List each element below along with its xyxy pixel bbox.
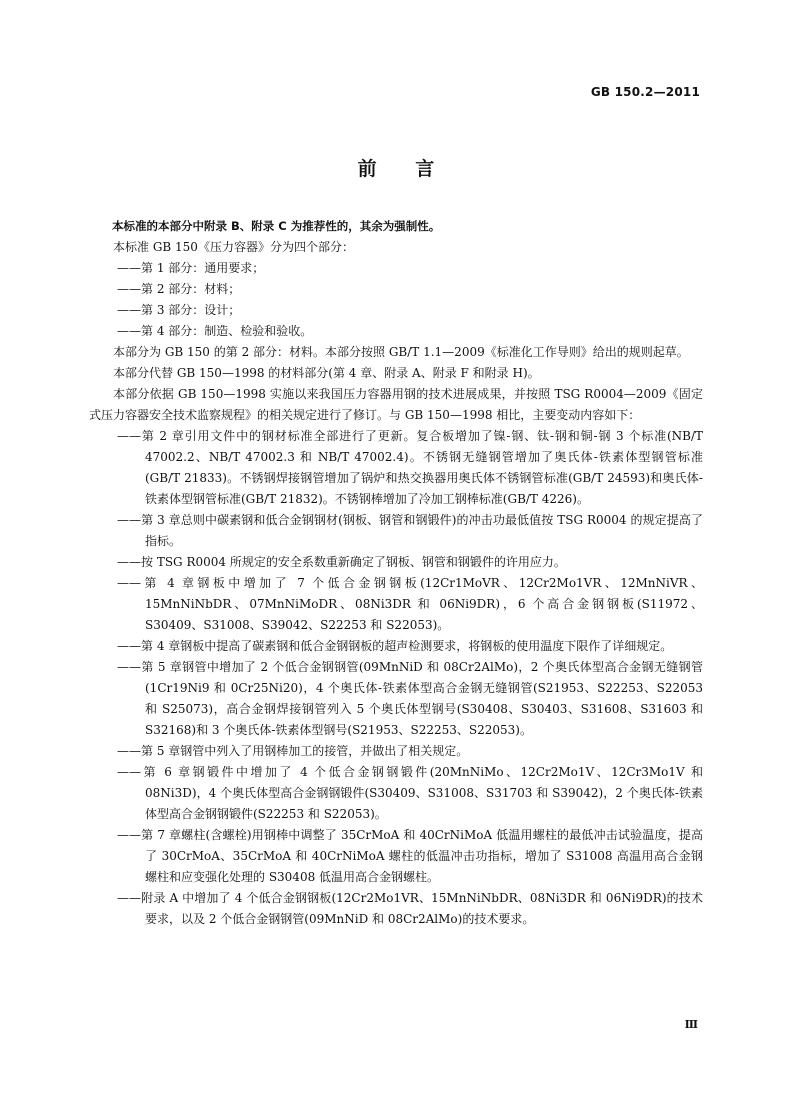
paragraph-parts-intro: 本标准 GB 150《压力容器》分为四个部分： <box>113 240 354 254</box>
change-item: ——第 7 章螺柱(含螺栓)用钢棒中调整了 35CrMoA 和 40CrNiMoA 低温用螺柱的最低冲击试验温度，提高了 30CrMoA、35CrMoA 和 40CrNiMoA 螺柱的低温冲击功指标，增加了 S31008 高温用高合金钢螺柱和应变强化处理的 S30408 低温用高合金钢螺柱。 <box>117 828 703 884</box>
change-item: ——第 2 章引用文件中的钢材标准全部进行了更新。复合板增加了镍-钢、钛-钢和铜-钢 3 个标准(NB/T 47002.2、NB/T 47002.3 和 NB/T 47002.4)。不锈钢无缝钢管增加了奥氏体-铁素体型钢管标准(GB/T 21833)。不锈钢焊接钢管增加了锅炉和热交换器用奥氏体不锈钢管标准(GB/T 24593)和奥氏体-铁素体型钢管标准(GB/T 21832)。不锈钢棒增加了冷加工钢棒标准(GB/T 4226)。 <box>117 429 703 506</box>
change-item: ——第 5 章钢管中列入了用钢棒加工的接管，并做出了相关规定。 <box>117 744 469 758</box>
document-body <box>89 216 703 930</box>
change-item: ——第 4 章钢板中增加了 7 个低合金钢钢板(12Cr1MoVR、12Cr2Mo1VR、12MnNiVR、15MnNiNbDR、07MnNiMoDR、08Ni3DR 和 06Ni9DR)，6 个高合金钢钢板(S11972、S30409、S31008、S39042、S22253 和 S22053)。 <box>117 576 703 632</box>
part-list-item: ——第 4 部分：制造、检验和验收。 <box>117 324 313 338</box>
change-item: ——第 5 章钢管中增加了 2 个低合金钢钢管(09MnNiD 和 08Cr2AlMo)，2 个奥氏体型高合金钢无缝钢管(1Cr19Ni9 和 0Cr25Ni20)，4 个奥氏体-铁素体型高合金钢无缝钢管(S21953、S22253、S22053 和 S25073)，高合金钢焊接钢管列入 5 个奥氏体型钢号(S30408、S30403、S31608、S31603 和 S32168)和 3 个奥氏体-铁素体型钢号(S21953、S22253、S22053)。 <box>117 660 703 737</box>
change-item: ——附录 A 中增加了 4 个低合金钢钢板(12Cr2Mo1VR、15MnNiNbDR、08Ni3DR 和 06Ni9DR)的技术要求，以及 2 个低合金钢钢管(09MnNiD 和 08Cr2AlMo)的技术要求。 <box>117 891 703 926</box>
page-number: Ⅲ <box>684 1018 698 1031</box>
part-list-item: ——第 1 部分：通用要求； <box>117 261 265 275</box>
standard-code: GB 150.2—2011 <box>590 85 700 99</box>
change-item: ——第 4 章钢板中提高了碳素钢和低合金钢钢板的超声检测要求，将钢板的使用温度下限作了详细规定。 <box>117 639 673 653</box>
paragraph-drafting-rules: 本部分为 GB 150 的第 2 部分：材料。本部分按照 GB/T 1.1—2009《标准化工作导则》给出的规则起草。 <box>113 345 689 359</box>
change-item: ——第 6 章钢锻件中增加了 4 个低合金钢钢锻件(20MnNiMo、12Cr2Mo1V、12Cr3Mo1V 和 08Ni3D)，4 个奥氏体型高合金钢钢锻件(S30409、S31008、S31703 和 S39042)，2 个奥氏体-铁素体型高合金钢钢锻件(S22253 和 S22053)。 <box>117 765 703 821</box>
change-item: ——第 3 章总则中碳素钢和低合金钢钢材(钢板、钢管和钢锻件)的冲击功最低值按 TSG R0004 的规定提高了指标。 <box>117 513 703 548</box>
part-list-item: ——第 2 部分：材料； <box>117 282 241 296</box>
page-title: 前 言 <box>357 158 435 180</box>
paragraph-appendix-note: 本标准的本部分中附录 B、附录 C 为推荐性的，其余为强制性。 <box>112 219 441 233</box>
change-item: ——按 TSG R0004 所规定的安全系数重新确定了钢板、钢管和钢锻件的许用应力。 <box>117 555 566 569</box>
paragraph-replaces: 本部分代替 GB 150—1998 的材料部分(第 4 章、附录 A、附录 F 和附录 H)。 <box>113 366 540 380</box>
paragraph-revision-basis: 本部分依据 GB 150—1998 实施以来我国压力容器用钢的技术进展成果，并按照 TSG R0004—2009《固定式压力容器安全技术监察规程》的相关规定进行了修订。与 GB 150—1998 相比，主要变动内容如下： <box>89 387 703 422</box>
part-list-item: ——第 3 部分：设计； <box>117 303 241 317</box>
